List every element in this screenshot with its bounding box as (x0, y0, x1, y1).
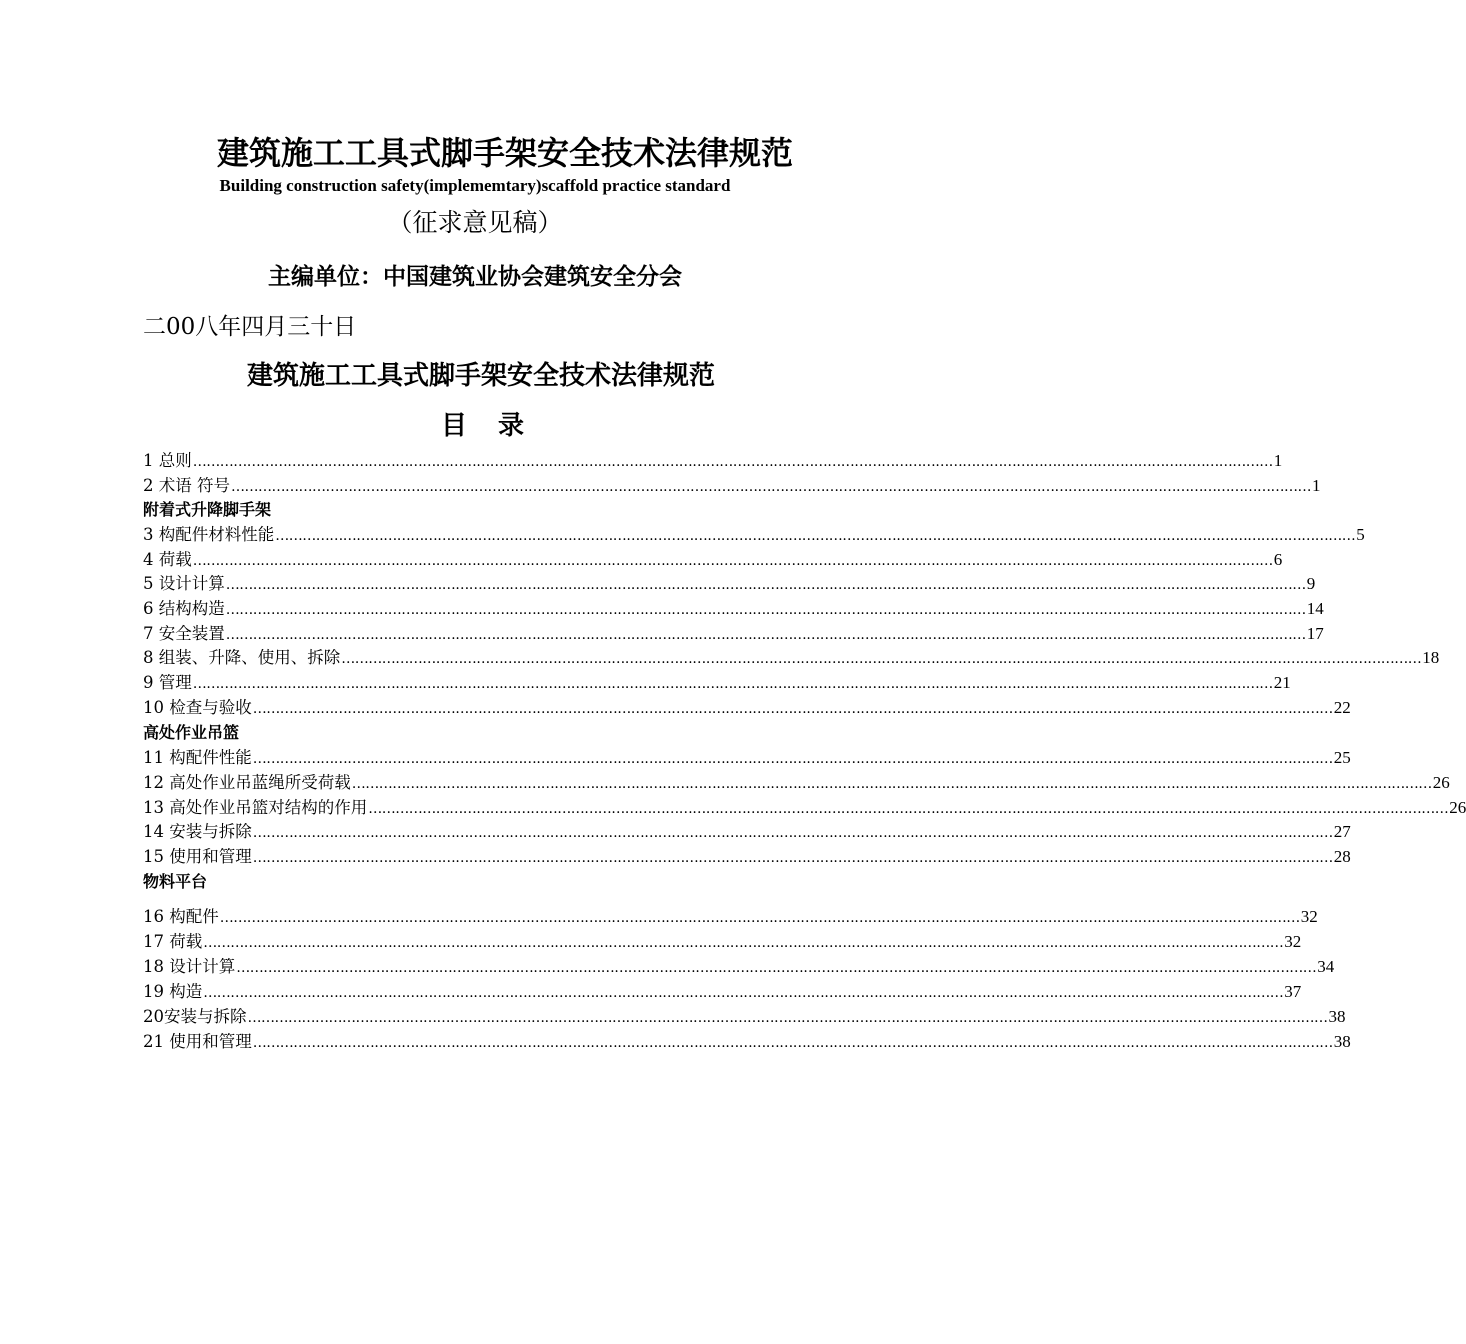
toc-row (143, 671, 1291, 695)
toc-page-number: 32 (1284, 932, 1302, 951)
toc-page-number: 1 (1312, 476, 1321, 495)
toc-page-number: 25 (1333, 748, 1351, 767)
toc-page-number: 22 (1333, 698, 1351, 717)
document-date: 二00八年四月三十日 (143, 314, 357, 340)
toc-page-number: 14 (1306, 599, 1324, 618)
toc-entry-label: 18 设计计算 (143, 957, 236, 976)
table-of-contents (143, 0, 1466, 1100)
toc-page-number: 38 (1333, 1032, 1351, 1051)
toc-row (143, 646, 1440, 670)
toc-leader-dots: …………………………………………………………………………………………………………………………………………………………………………………………………………………… (252, 825, 1333, 841)
toc-page-number: 32 (1300, 907, 1318, 926)
toc-entry-label: 13 高处作业吊篮对结构的作用 (143, 798, 368, 817)
toc-page-number: 17 (1306, 624, 1324, 643)
toc-leader-dots: …………………………………………………………………………………………………………………………………………………………………………………………………………………… (192, 553, 1273, 569)
toc-row (143, 820, 1351, 844)
toc-page-number: 27 (1333, 822, 1351, 841)
toc-leader-dots: …………………………………………………………………………………………………………………………………………………………………………………………………………………… (368, 801, 1449, 817)
toc-entry-label: 19 构造 (143, 982, 203, 1001)
toc-entry-label: 21 使用和管理 (143, 1032, 252, 1051)
toc-entry-label: 12 高处作业吊蓝绳所受荷载 (143, 773, 351, 792)
toc-entry-label: 20安装与拆除 (143, 1007, 247, 1026)
toc-entry-label: 5 设计计算 (143, 574, 225, 593)
toc-leader-dots: …………………………………………………………………………………………………………………………………………………………………………………………………………………… (275, 528, 1356, 544)
toc-entry-label: 8 组装、升降、使用、拆除 (143, 648, 341, 667)
draft-note: （征求意见稿） (387, 208, 563, 237)
toc-entry-label: 6 结构构造 (143, 599, 225, 618)
toc-row (143, 1030, 1351, 1054)
toc-entry-label: 9 管理 (143, 673, 192, 692)
toc-entry-label: 4 荷载 (143, 550, 192, 569)
toc-row (143, 449, 1283, 473)
toc-leader-dots: …………………………………………………………………………………………………………………………………………………………………………………………………………………… (192, 454, 1273, 470)
toc-section-heading: 附着式升降脚手架 (143, 500, 272, 519)
toc-row (143, 474, 1321, 498)
toc-leader-dots: …………………………………………………………………………………………………………………………………………………………………………………………………………………… (252, 701, 1333, 717)
toc-page-number: 26 (1432, 773, 1450, 792)
toc-page-number: 26 (1449, 798, 1466, 817)
toc-leader-dots: …………………………………………………………………………………………………………………………………………………………………………………………………………………… (341, 651, 1422, 667)
document-title-repeat: 建筑施工工具式脚手架安全技术法律规范 (246, 361, 715, 391)
toc-section-heading: 高处作业吊篮 (143, 723, 240, 742)
toc-leader-dots: …………………………………………………………………………………………………………………………………………………………………………………………………………………… (225, 602, 1306, 618)
english-title: Building construction safety(implememtary)scaffold practice standard (219, 176, 731, 195)
toc-row (143, 955, 1335, 979)
toc-leader-dots: …………………………………………………………………………………………………………………………………………………………………………………………………………………… (351, 776, 1432, 792)
toc-leader-dots: …………………………………………………………………………………………………………………………………………………………………………………………………………………… (252, 751, 1333, 767)
toc-leader-dots: …………………………………………………………………………………………………………………………………………………………………………………………………………………… (192, 676, 1273, 692)
toc-page-number: 28 (1333, 847, 1351, 866)
toc-entry-label: 16 构配件 (143, 907, 219, 926)
toc-entry-label: 2 术语 符号 (143, 476, 230, 495)
toc-page-number: 38 (1328, 1007, 1346, 1026)
toc-entry-label: 14 安装与拆除 (143, 822, 252, 841)
toc-page-number: 37 (1284, 982, 1302, 1001)
toc-leader-dots: …………………………………………………………………………………………………………………………………………………………………………………………………………………… (252, 850, 1333, 866)
toc-entry-label: 7 安全装置 (143, 624, 225, 643)
toc-row (143, 597, 1324, 621)
toc-row (143, 930, 1302, 954)
toc-page-number: 1 (1273, 451, 1283, 470)
toc-row (143, 905, 1318, 929)
toc-entry-label: 15 使用和管理 (143, 847, 252, 866)
document-title: 建筑施工工具式脚手架安全技术法律规范 (216, 134, 793, 172)
toc-heading: 目 录 (440, 411, 525, 441)
toc-row (143, 548, 1283, 572)
toc-page-number: 5 (1356, 525, 1365, 544)
toc-page-number: 21 (1273, 673, 1291, 692)
toc-row (143, 980, 1302, 1004)
toc-leader-dots: …………………………………………………………………………………………………………………………………………………………………………………………………………………… (203, 935, 1284, 951)
toc-leader-dots: …………………………………………………………………………………………………………………………………………………………………………………………………………………… (225, 627, 1306, 643)
toc-entry-label: 3 构配件材料性能 (143, 525, 275, 544)
toc-row (143, 845, 1351, 869)
toc-row (143, 771, 1450, 795)
toc-row (143, 572, 1316, 596)
toc-row (143, 523, 1365, 547)
toc-leader-dots: …………………………………………………………………………………………………………………………………………………………………………………………………………………… (231, 479, 1311, 495)
toc-row (143, 1005, 1346, 1029)
toc-entry-label: 17 荷载 (143, 932, 203, 951)
toc-row (143, 746, 1351, 770)
toc-leader-dots: …………………………………………………………………………………………………………………………………………………………………………………………………………………… (252, 1035, 1333, 1051)
toc-row (143, 796, 1466, 820)
toc-leader-dots: …………………………………………………………………………………………………………………………………………………………………………………………………………………… (225, 577, 1306, 593)
toc-entry-label: 10 检查与验收 (143, 698, 252, 717)
toc-entry-label: 11 构配件性能 (143, 748, 252, 767)
toc-leader-dots: …………………………………………………………………………………………………………………………………………………………………………………………………………………… (203, 985, 1284, 1001)
toc-page-number: 6 (1273, 550, 1283, 569)
toc-page-number: 18 (1422, 648, 1440, 667)
toc-leader-dots: …………………………………………………………………………………………………………………………………………………………………………………………………………………… (219, 910, 1300, 926)
toc-row (143, 696, 1351, 720)
toc-leader-dots: …………………………………………………………………………………………………………………………………………………………………………………………………………………… (247, 1010, 1328, 1026)
toc-row (143, 622, 1324, 646)
toc-section-heading: 物料平台 (143, 872, 208, 891)
toc-page-number: 34 (1317, 957, 1335, 976)
editor-unit: 主编单位：中国建筑业协会建筑安全分会 (268, 264, 682, 290)
toc-leader-dots: …………………………………………………………………………………………………………………………………………………………………………………………………………………… (236, 960, 1317, 976)
toc-entry-label: 1 总则 (143, 451, 192, 470)
toc-page-number: 9 (1306, 574, 1316, 593)
